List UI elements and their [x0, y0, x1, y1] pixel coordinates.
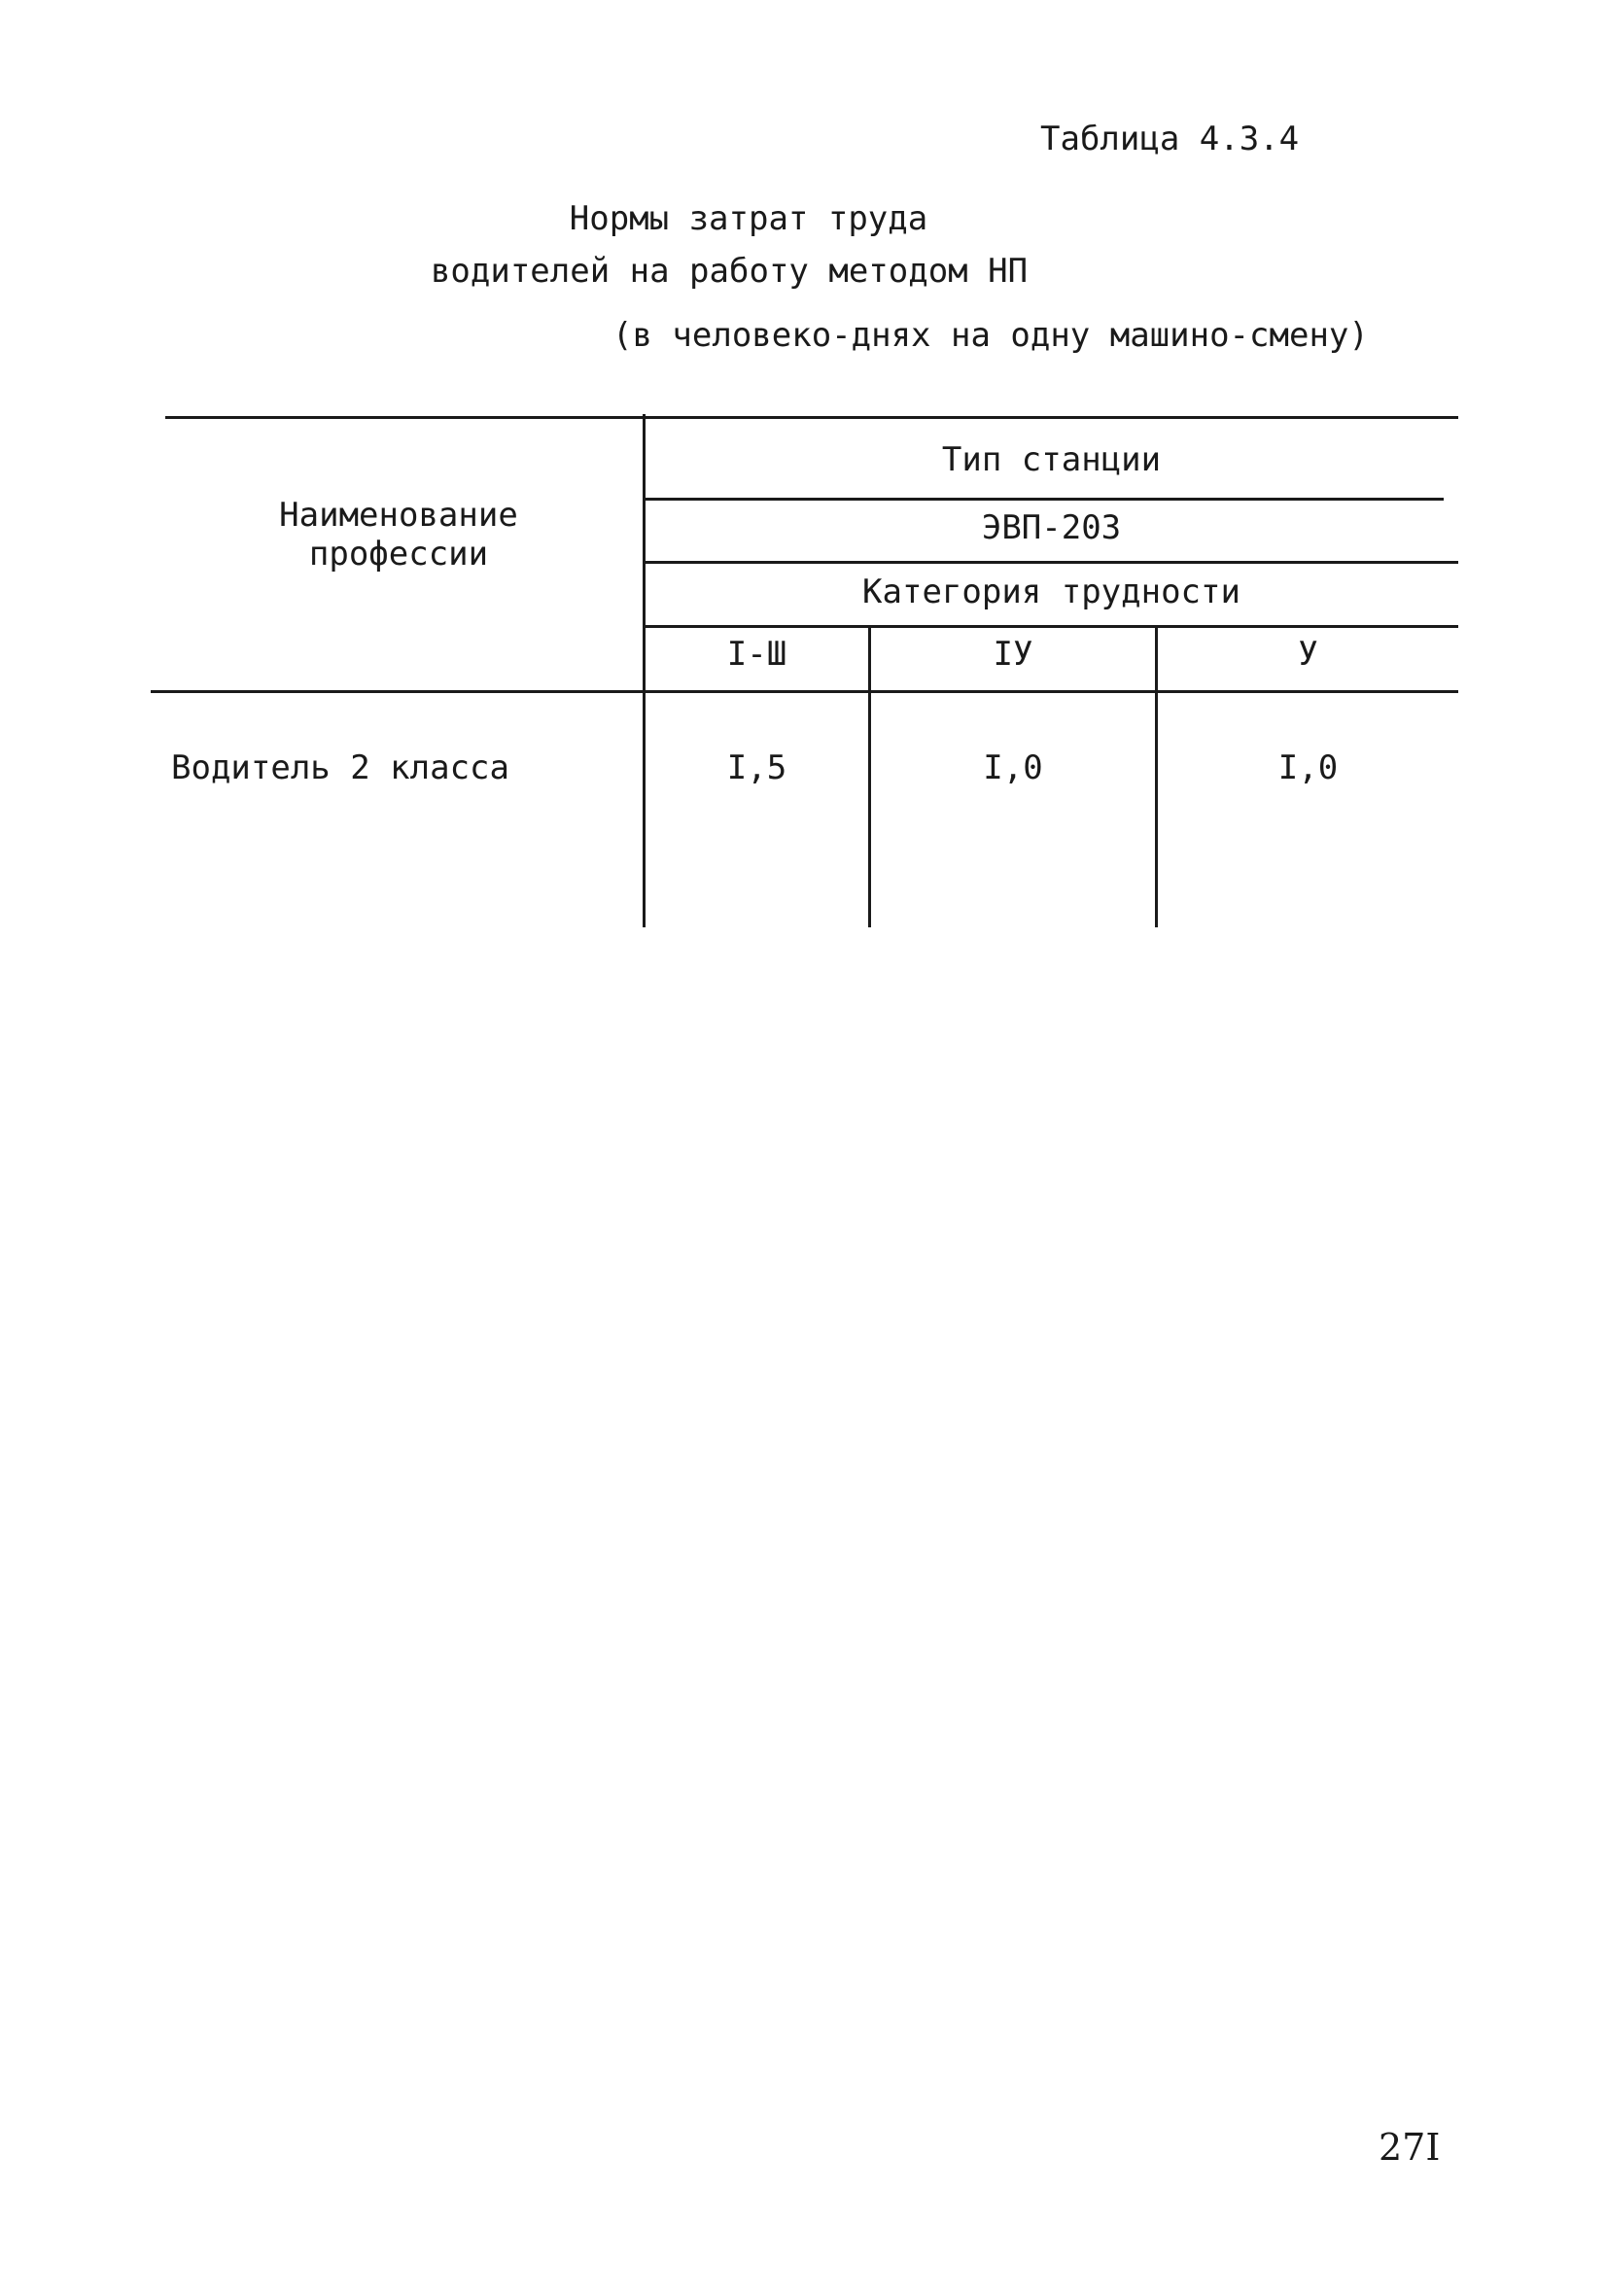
category-header-1: I-Ш: [726, 635, 787, 674]
category-header-2: IУ: [993, 635, 1033, 674]
rule-under-station-name: [645, 561, 1458, 564]
units-note: (в человеко-днях на одну машино-смену): [612, 316, 1369, 355]
profession-column-header: Наименование профессии: [279, 496, 518, 574]
column-divider-1: [643, 414, 646, 927]
page-number: 27I: [1379, 2126, 1441, 2169]
table-title-line1: Нормы затрат труда: [569, 199, 928, 238]
rule-under-difficulty: [645, 625, 1458, 628]
table-title-line2: водителей на работу методом НП: [430, 252, 1029, 291]
value-cell-3: I,0: [1277, 748, 1339, 787]
table-top-rule: [165, 416, 1458, 419]
rule-under-station-type: [645, 498, 1444, 501]
value-cell-2: I,0: [983, 748, 1043, 787]
station-type-header: Тип станции: [941, 440, 1162, 479]
value-cell-1: I,5: [726, 748, 787, 787]
difficulty-category-header: Категория трудности: [862, 573, 1240, 611]
category-header-3: У: [1298, 635, 1318, 674]
header-bottom-rule: [151, 690, 1458, 693]
table-number: Таблица 4.3.4: [1040, 120, 1300, 158]
profession-cell: Водитель 2 класса: [171, 748, 509, 787]
station-name-header: ЭВП-203: [981, 508, 1122, 547]
